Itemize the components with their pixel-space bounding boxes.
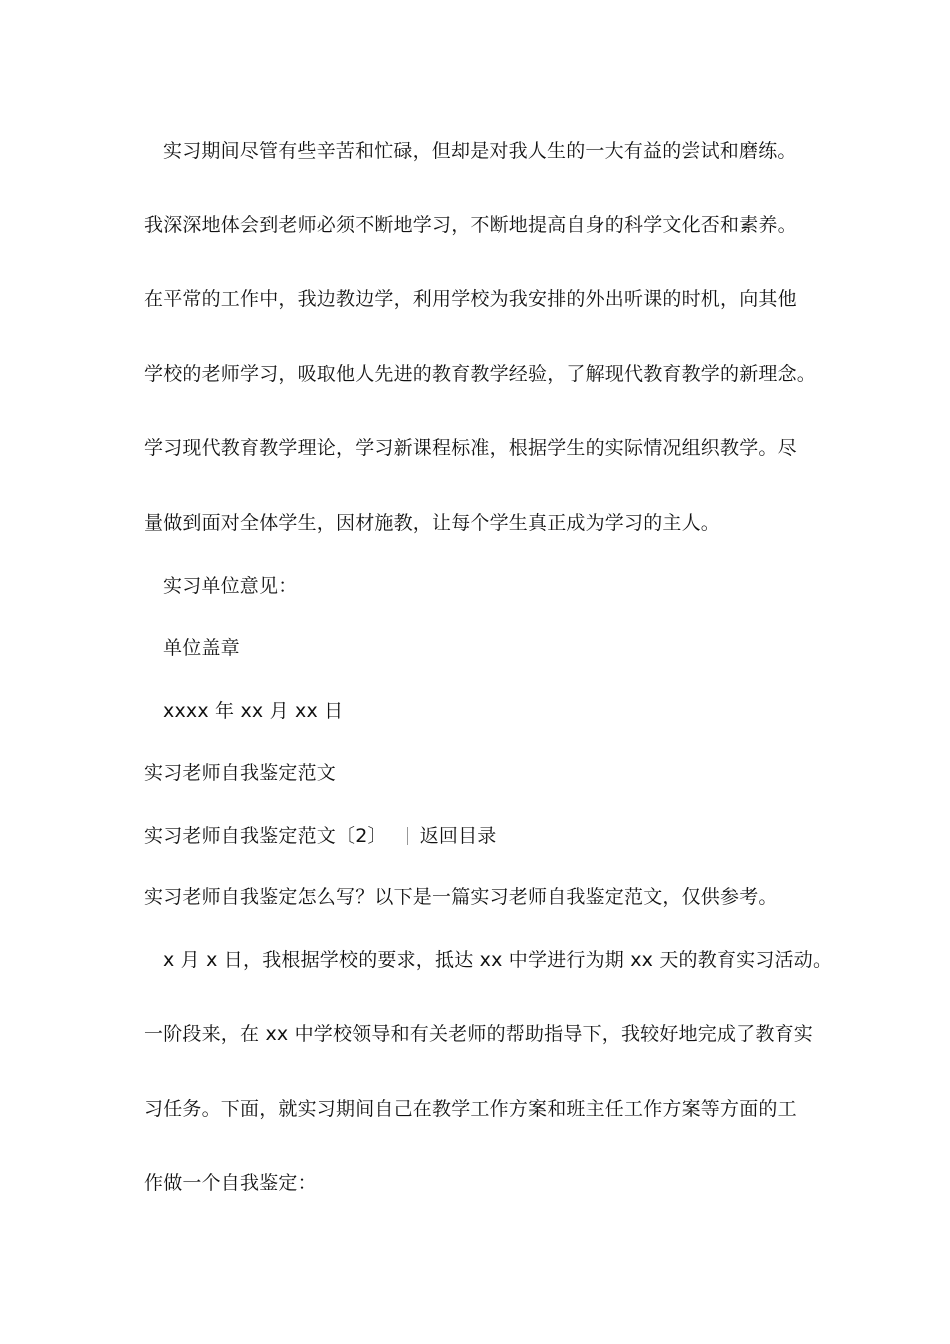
paragraph-line: 我深深地体会到老师必须不断地学习，不断地提高自身的科学文化否和素养。 — [144, 214, 797, 236]
section-title-2: 实习老师自我鉴定范文〔2〕 — [144, 825, 387, 847]
paragraph-line: 一阶段来，在 xx 中学校领导和有关老师的帮助指导下，我较好地完成了教育实 — [144, 1023, 813, 1045]
paragraph-line: 实习期间尽管有些辛苦和忙碌，但却是对我人生的一大有益的尝试和磨练。 — [163, 140, 797, 162]
paragraph-line: 在平常的工作中，我边教边学，利用学校为我安排的外出听课的时机，向其他 — [144, 288, 797, 310]
back-to-toc-link[interactable]: 返回目录 — [419, 825, 497, 847]
paragraph-line: 学习现代教育教学理论，学习新课程标准，根据学生的实际情况组织教学。尽 — [144, 437, 797, 459]
intro-line: 实习老师自我鉴定怎么写？以下是一篇实习老师自我鉴定范文，仅供参考。 — [144, 886, 778, 908]
link-separator — [407, 827, 408, 845]
paragraph-line: 学校的老师学习，吸取他人先进的教育教学经验，了解现代教育教学的新理念。 — [144, 363, 817, 385]
paragraph-line: 习任务。下面，就实习期间自己在教学工作方案和班主任工作方案等方面的工 — [144, 1098, 797, 1120]
unit-opinion-label: 实习单位意见： — [163, 575, 298, 597]
section-heading-row — [144, 824, 497, 848]
paragraph-line: x 月 x 日，我根据学校的要求，抵达 xx 中学进行为期 xx 天的教育实习活动。 — [163, 949, 833, 971]
section-title: 实习老师自我鉴定范文 — [144, 762, 337, 784]
paragraph-line: 作做一个自我鉴定： — [144, 1172, 317, 1194]
paragraph-line: 量做到面对全体学生，因材施教，让每个学生真正成为学习的主人。 — [144, 512, 721, 534]
date-line: xxxx 年 xx 月 xx 日 — [163, 700, 344, 722]
unit-seal-label: 单位盖章 — [163, 637, 240, 659]
